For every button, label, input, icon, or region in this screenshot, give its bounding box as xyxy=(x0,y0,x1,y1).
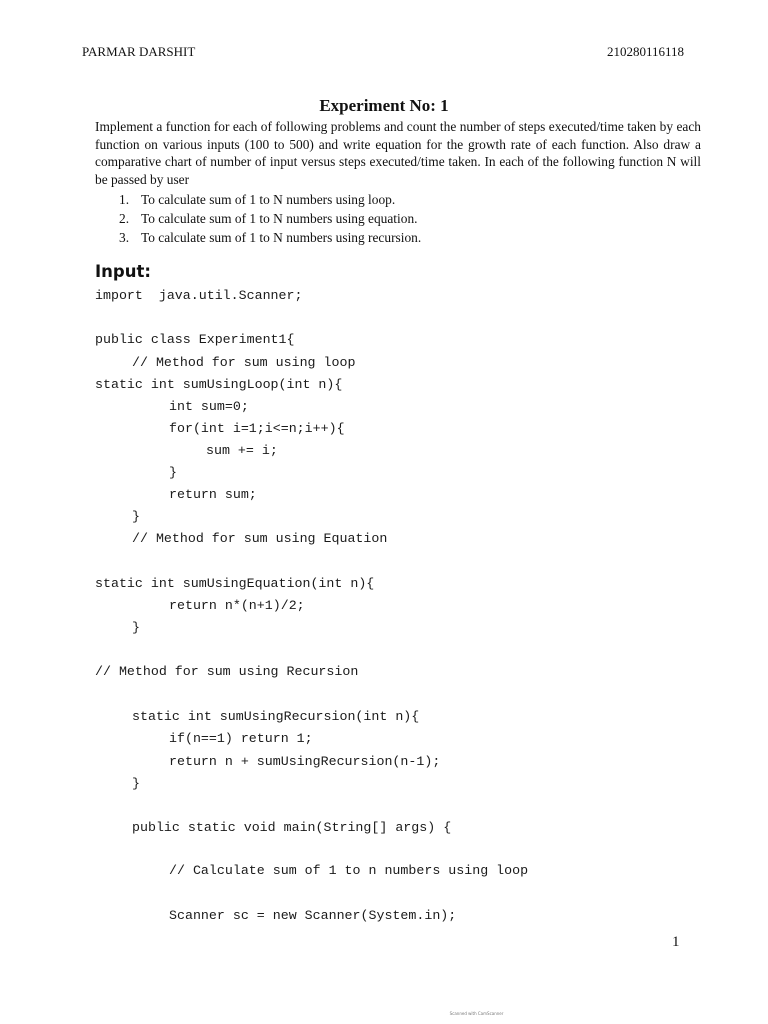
code-line: } xyxy=(132,509,140,524)
list-item-text: To calculate sum of 1 to N numbers using recursion. xyxy=(141,230,422,245)
code-line: static int sumUsingEquation(int n){ xyxy=(95,576,375,591)
code-line: // Method for sum using Recursion xyxy=(95,664,359,679)
task-list xyxy=(95,190,695,247)
code-line: sum += i; xyxy=(206,443,278,458)
code-line: } xyxy=(169,465,177,480)
list-item-number: 1. xyxy=(119,192,130,207)
list-item-number: 3. xyxy=(119,230,130,245)
list-item-text: To calculate sum of 1 to N numbers using loop. xyxy=(141,192,396,207)
code-line: static int sumUsingRecursion(int n){ xyxy=(132,709,420,724)
code-line: int sum=0; xyxy=(169,399,249,414)
code-line: for(int i=1;i<=n;i++){ xyxy=(169,421,345,436)
problem-description: Implement a function for each of following problems and count the number of steps executed/time taken by each function on various inputs (100 to 500) and write equation for the growth rate of each function. Also draw a comparative chart of number of input versus steps executed/time taken. In each of the following function N will be passed by user xyxy=(95,119,701,187)
code-line: } xyxy=(132,620,140,635)
list-item xyxy=(95,209,695,228)
list-item xyxy=(95,228,695,247)
code-line: Scanner sc = new Scanner(System.in); xyxy=(169,908,457,923)
list-item xyxy=(95,190,695,209)
code-line: // Method for sum using Equation xyxy=(132,531,388,546)
scanner-footer: Scanned with CamScanner xyxy=(449,1011,504,1016)
code-line: return n*(n+1)/2; xyxy=(169,598,305,613)
code-line: import java.util.Scanner; xyxy=(95,288,303,303)
input-heading: Input: xyxy=(95,262,151,281)
code-line: if(n==1) return 1; xyxy=(169,731,313,746)
enrollment-number: 210280116118 xyxy=(606,44,684,59)
code-line: static int sumUsingLoop(int n){ xyxy=(95,377,343,392)
list-item-number: 2. xyxy=(119,211,130,226)
code-line: return n + sumUsingRecursion(n-1); xyxy=(169,754,441,769)
code-line: // Method for sum using loop xyxy=(132,355,356,370)
code-line: return sum; xyxy=(169,487,257,502)
author-name: PARMAR DARSHIT xyxy=(82,44,196,59)
page-header xyxy=(82,44,684,62)
code-line: // Calculate sum of 1 to n numbers using loop xyxy=(169,863,529,878)
code-line: } xyxy=(132,776,140,791)
list-item-text: To calculate sum of 1 to N numbers using equation. xyxy=(141,211,418,226)
code-line: public static void main(String[] args) { xyxy=(132,820,452,835)
experiment-title: Experiment No: 1 xyxy=(319,96,449,115)
code-line: public class Experiment1{ xyxy=(95,332,295,347)
page-number: 1 xyxy=(672,934,680,950)
